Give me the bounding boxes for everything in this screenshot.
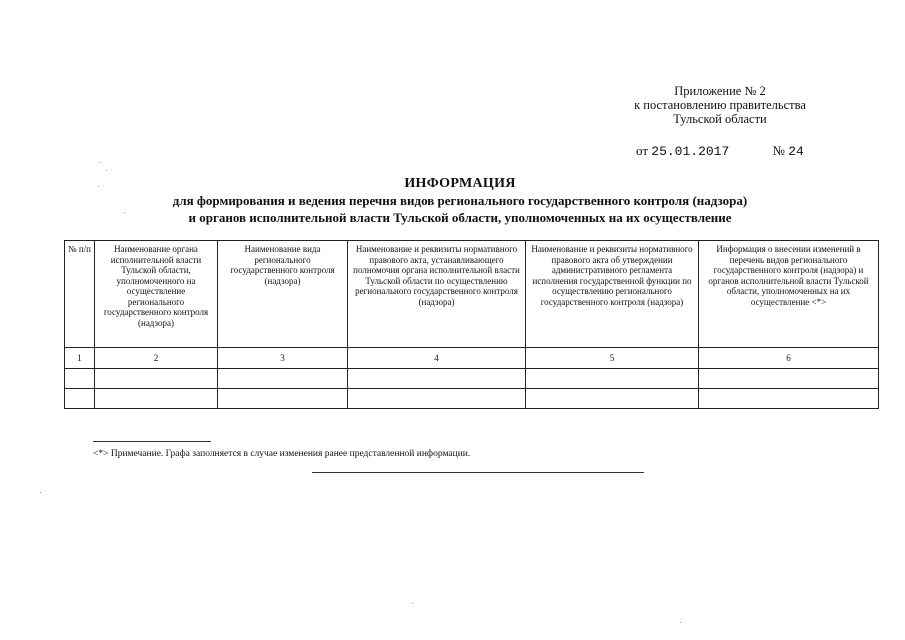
document-number: 24 bbox=[788, 144, 804, 159]
header-cell-number: № п/п bbox=[65, 241, 95, 348]
scan-speck bbox=[98, 186, 99, 187]
empty-cell bbox=[95, 389, 218, 409]
document-number-label: № bbox=[772, 143, 785, 158]
appendix-line-1: Приложение № 2 bbox=[674, 84, 766, 98]
column-number-cell: 5 bbox=[526, 348, 699, 369]
scan-speck bbox=[412, 603, 413, 604]
column-number-row bbox=[65, 348, 879, 369]
column-number-cell: 6 bbox=[699, 348, 879, 369]
date-from-label: от bbox=[636, 143, 649, 158]
end-of-document-rule bbox=[312, 472, 644, 473]
scan-speck bbox=[100, 162, 101, 163]
table-header-row bbox=[65, 241, 879, 348]
date-number-line bbox=[636, 143, 804, 159]
empty-cell bbox=[218, 389, 348, 409]
column-number-cell: 2 bbox=[95, 348, 218, 369]
header-cell-authority: Наименование органа исполнительной власти Тульской области, уполномоченного на осуществление регионального государственного контроля (надзора) bbox=[95, 241, 218, 348]
title-main: ИНФОРМАЦИЯ bbox=[404, 176, 516, 191]
empty-cell bbox=[348, 389, 526, 409]
empty-cell bbox=[65, 369, 95, 389]
title-line-2: для формирования и ведения перечня видов регионального государственного контроля (надзора) bbox=[172, 193, 748, 208]
column-number-cell: 4 bbox=[348, 348, 526, 369]
appendix-line-2: к постановлению правительства bbox=[634, 98, 806, 112]
table-row-empty bbox=[65, 369, 879, 389]
scan-speck bbox=[40, 492, 41, 493]
empty-cell bbox=[65, 389, 95, 409]
footnote-text: <*> Примечание. Графа заполняется в случае изменения ранее представленной информации. bbox=[93, 449, 471, 459]
empty-cell bbox=[218, 369, 348, 389]
empty-cell bbox=[95, 369, 218, 389]
header-cell-regulation-act: Наименование и реквизиты нормативного правового акта об утверждении административного регламента исполнения государственной функции по осуществлению регионального государственного контроля (надзора) bbox=[526, 241, 699, 348]
empty-cell bbox=[348, 369, 526, 389]
header-cell-powers-act: Наименование и реквизиты нормативного правового акта, устанавливающего полномочия органа исполнительной власти Тульской области по осуществлению регионального государственного контроля (надзора) bbox=[348, 241, 526, 348]
document-title bbox=[60, 175, 860, 226]
column-number-cell: 3 bbox=[218, 348, 348, 369]
scan-speck bbox=[680, 622, 681, 623]
appendix-line-3: Тульской области bbox=[673, 112, 767, 126]
header-cell-changes-info: Информация о внесении изменений в перечень видов регионального государственного контроля (надзора) и органов исполнительной власти Тульской области, уполномоченных на их осуществление <*> bbox=[699, 241, 879, 348]
document-date: 25.01.2017 bbox=[651, 144, 730, 159]
empty-cell bbox=[699, 369, 879, 389]
scan-speck bbox=[124, 212, 125, 213]
title-line-3: и органов исполнительной власти Тульской области, уполномоченных на их осуществление bbox=[188, 210, 732, 225]
empty-cell bbox=[526, 369, 699, 389]
header-cell-control-type: Наименование вида регионального государственного контроля (надзора) bbox=[218, 241, 348, 348]
information-table bbox=[64, 240, 879, 409]
table-row-empty bbox=[65, 389, 879, 409]
empty-cell bbox=[699, 389, 879, 409]
footnote-separator bbox=[93, 441, 211, 442]
empty-cell bbox=[526, 389, 699, 409]
column-number-cell: 1 bbox=[65, 348, 95, 369]
appendix-block bbox=[560, 84, 880, 126]
scan-speck bbox=[106, 170, 107, 171]
